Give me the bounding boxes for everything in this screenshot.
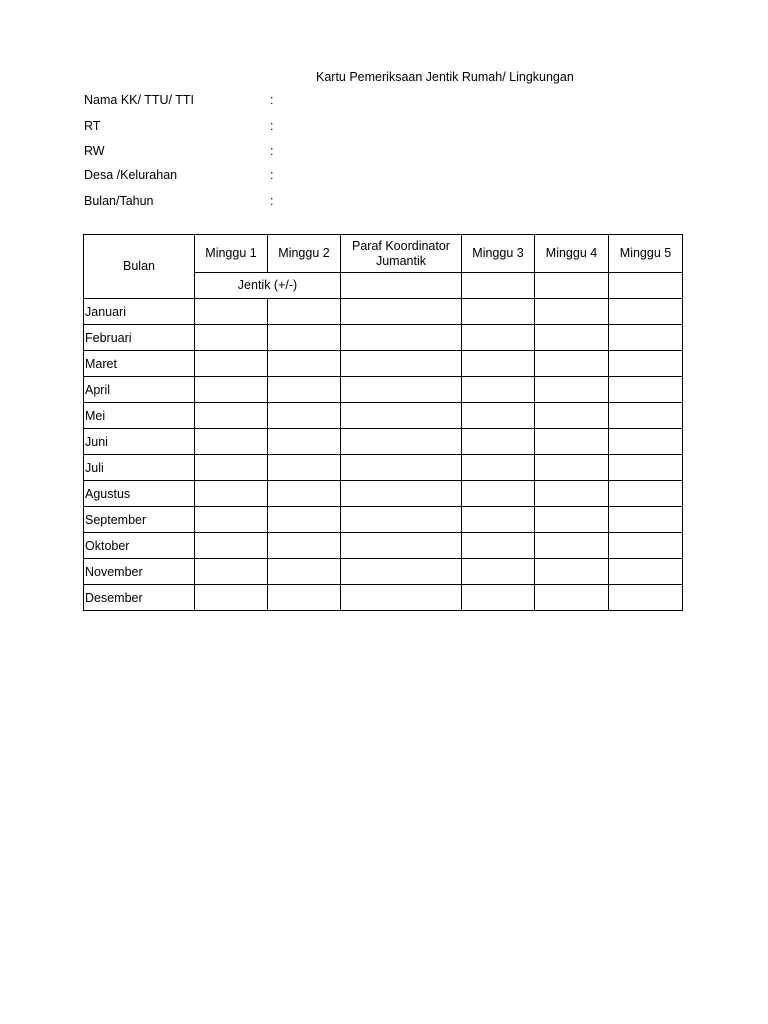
entry-cell[interactable] <box>268 481 341 507</box>
entry-cell[interactable] <box>609 533 683 559</box>
field-desa-kelurahan <box>84 168 273 182</box>
form-title: Kartu Pemeriksaan Jentik Rumah/ Lingkungan <box>316 70 574 84</box>
entry-cell[interactable] <box>268 377 341 403</box>
entry-cell[interactable] <box>462 533 535 559</box>
entry-cell[interactable] <box>609 429 683 455</box>
table-row <box>84 299 683 325</box>
field-colon: : <box>270 93 274 107</box>
field-label: Bulan/Tahun <box>84 194 154 208</box>
entry-cell[interactable] <box>535 533 609 559</box>
entry-cell[interactable] <box>535 507 609 533</box>
entry-cell[interactable] <box>535 377 609 403</box>
entry-cell[interactable] <box>341 481 462 507</box>
entry-cell[interactable] <box>462 429 535 455</box>
empty-cell <box>535 273 609 299</box>
table-row <box>84 585 683 611</box>
field-colon: : <box>270 194 274 208</box>
entry-cell[interactable] <box>341 377 462 403</box>
field-bulan-tahun <box>84 194 273 208</box>
entry-cell[interactable] <box>195 351 268 377</box>
entry-cell[interactable] <box>609 351 683 377</box>
entry-cell[interactable] <box>462 585 535 611</box>
table-row <box>84 429 683 455</box>
entry-cell[interactable] <box>462 507 535 533</box>
month-label: Januari <box>84 299 195 325</box>
month-label: Juli <box>84 455 195 481</box>
entry-cell[interactable] <box>268 507 341 533</box>
entry-cell[interactable] <box>268 429 341 455</box>
entry-cell[interactable] <box>535 455 609 481</box>
entry-cell[interactable] <box>195 429 268 455</box>
field-rw <box>84 144 273 158</box>
empty-cell <box>462 273 535 299</box>
entry-cell[interactable] <box>462 481 535 507</box>
month-label: November <box>84 559 195 585</box>
inspection-table <box>83 234 683 611</box>
entry-cell[interactable] <box>535 351 609 377</box>
month-label: April <box>84 377 195 403</box>
entry-cell[interactable] <box>609 455 683 481</box>
header-paraf-koordinator: Paraf Koordinator Jumantik <box>341 235 462 273</box>
entry-cell[interactable] <box>341 507 462 533</box>
field-nama-kk <box>84 93 273 107</box>
month-label: Oktober <box>84 533 195 559</box>
field-colon: : <box>270 144 274 158</box>
entry-cell[interactable] <box>341 429 462 455</box>
entry-cell[interactable] <box>268 585 341 611</box>
header-minggu-2: Minggu 2 <box>268 235 341 273</box>
entry-cell[interactable] <box>341 351 462 377</box>
field-colon: : <box>270 119 274 133</box>
field-label: RT <box>84 119 101 133</box>
header-minggu-1: Minggu 1 <box>195 235 268 273</box>
field-colon: : <box>270 168 274 182</box>
month-label: Mei <box>84 403 195 429</box>
header-bulan: Bulan <box>84 235 195 299</box>
entry-cell[interactable] <box>195 533 268 559</box>
entry-cell[interactable] <box>609 325 683 351</box>
entry-cell[interactable] <box>609 559 683 585</box>
entry-cell[interactable] <box>535 299 609 325</box>
entry-cell[interactable] <box>535 325 609 351</box>
entry-cell[interactable] <box>268 351 341 377</box>
entry-cell[interactable] <box>535 481 609 507</box>
entry-cell[interactable] <box>609 299 683 325</box>
entry-cell[interactable] <box>341 533 462 559</box>
entry-cell[interactable] <box>341 299 462 325</box>
table-row <box>84 351 683 377</box>
entry-cell[interactable] <box>195 481 268 507</box>
entry-cell[interactable] <box>462 403 535 429</box>
month-label: Maret <box>84 351 195 377</box>
entry-cell[interactable] <box>535 559 609 585</box>
entry-cell[interactable] <box>268 559 341 585</box>
table-row <box>84 403 683 429</box>
table-row <box>84 377 683 403</box>
entry-cell[interactable] <box>462 299 535 325</box>
entry-cell[interactable] <box>195 507 268 533</box>
month-label: Juni <box>84 429 195 455</box>
entry-cell[interactable] <box>609 403 683 429</box>
entry-cell[interactable] <box>462 377 535 403</box>
table-row <box>84 325 683 351</box>
entry-cell[interactable] <box>268 533 341 559</box>
entry-cell[interactable] <box>341 325 462 351</box>
entry-cell[interactable] <box>195 455 268 481</box>
entry-cell[interactable] <box>195 403 268 429</box>
entry-cell[interactable] <box>462 559 535 585</box>
entry-cell[interactable] <box>268 455 341 481</box>
header-row <box>84 235 683 273</box>
field-label: RW <box>84 144 105 158</box>
entry-cell[interactable] <box>268 403 341 429</box>
month-label: Agustus <box>84 481 195 507</box>
month-label: Desember <box>84 585 195 611</box>
header-minggu-5: Minggu 5 <box>609 235 683 273</box>
entry-cell[interactable] <box>341 455 462 481</box>
entry-cell[interactable] <box>609 507 683 533</box>
entry-cell[interactable] <box>195 299 268 325</box>
entry-cell[interactable] <box>462 455 535 481</box>
field-label: Nama KK/ TTU/ TTI <box>84 93 194 107</box>
entry-cell[interactable] <box>535 585 609 611</box>
entry-cell[interactable] <box>341 559 462 585</box>
entry-cell[interactable] <box>535 429 609 455</box>
table-row <box>84 507 683 533</box>
entry-cell[interactable] <box>195 325 268 351</box>
entry-cell[interactable] <box>462 325 535 351</box>
entry-cell[interactable] <box>341 585 462 611</box>
month-label: Februari <box>84 325 195 351</box>
empty-cell <box>341 273 462 299</box>
table-row <box>84 455 683 481</box>
entry-cell[interactable] <box>535 403 609 429</box>
field-rt <box>84 119 273 133</box>
header-jentik: Jentik (+/-) <box>195 273 341 299</box>
header-minggu-3: Minggu 3 <box>462 235 535 273</box>
month-label: September <box>84 507 195 533</box>
entry-cell[interactable] <box>268 299 341 325</box>
entry-cell[interactable] <box>195 377 268 403</box>
field-label: Desa /Kelurahan <box>84 168 178 182</box>
empty-cell <box>609 273 683 299</box>
header-minggu-4: Minggu 4 <box>535 235 609 273</box>
entry-cell[interactable] <box>341 403 462 429</box>
entry-cell[interactable] <box>609 585 683 611</box>
entry-cell[interactable] <box>462 351 535 377</box>
entry-cell[interactable] <box>195 585 268 611</box>
table-row <box>84 533 683 559</box>
table-row <box>84 481 683 507</box>
entry-cell[interactable] <box>609 377 683 403</box>
entry-cell[interactable] <box>268 325 341 351</box>
entry-cell[interactable] <box>609 481 683 507</box>
table-row <box>84 559 683 585</box>
entry-cell[interactable] <box>195 559 268 585</box>
